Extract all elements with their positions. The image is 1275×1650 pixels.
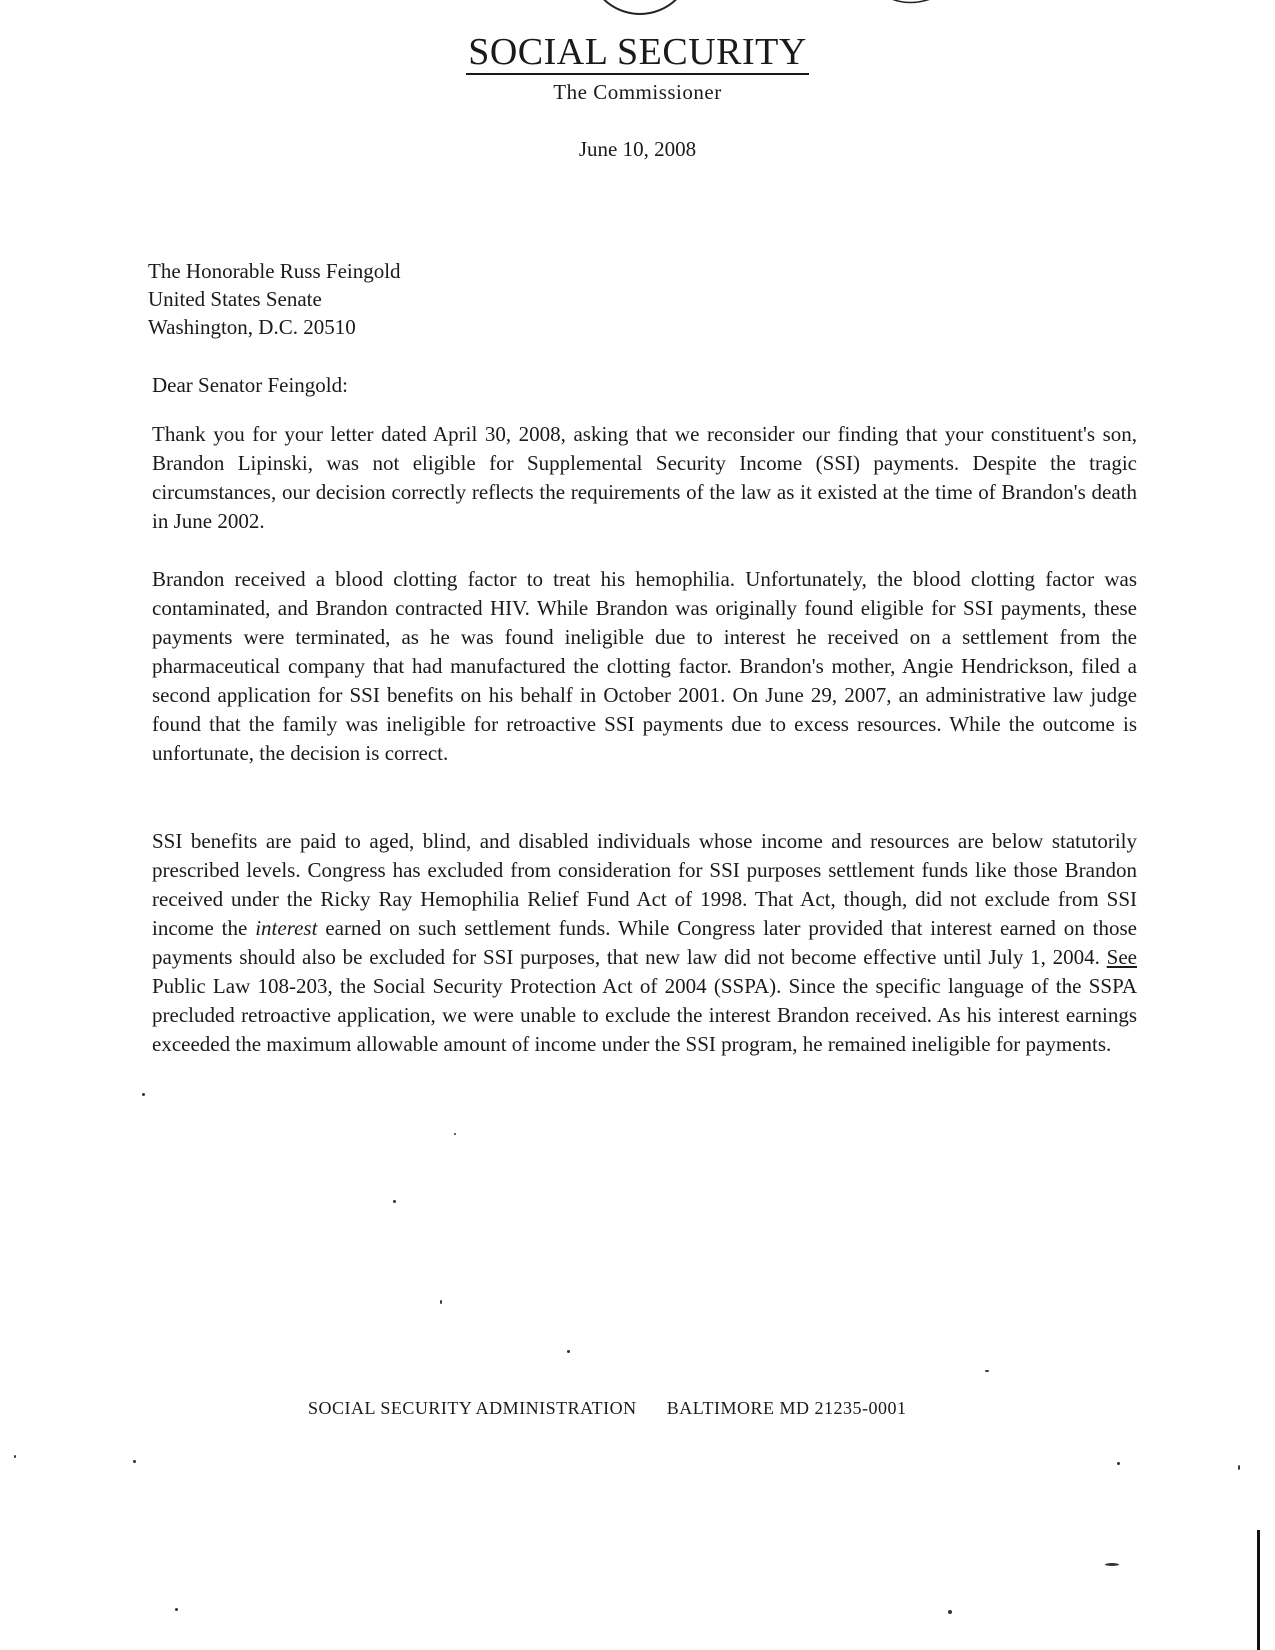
agency-seal-icon [580,0,700,32]
emphasis-interest: interest [255,916,318,940]
recipient-name: The Honorable Russ Feingold [148,259,401,283]
salutation: Dear Senator Feingold: [152,373,348,397]
body-paragraph-2: Brandon received a blood clotting factor to treat his hemophilia. Unfortunately, the blood clotting factor was contaminated, and Brandon contracted HIV. While Brandon was originally found eligible for SSI payments, these payments were terminated, as he was found ineligible due to interest he received on a settlement from the pharmaceutical company that had manufactured the clotting factor. Brandon's mother, Angie Hendrickson, filed a second application for SSI benefits on his behalf in October 2001. On June 29, 2007, an administrative law judge found that the family was ineligible for retroactive SSI payments due to excess resources. While the outcome is unfortunate, the decision is correct. [152,567,1137,765]
letter-date: June 10, 2008 [578,137,697,161]
scan-speck [393,1200,396,1203]
see-citation: See [1106,945,1137,969]
footer-location: BALTIMORE MD 21235-0001 [666,1398,907,1418]
scan-speck [1117,1462,1120,1465]
recipient-city: Washington, D.C. 20510 [148,315,356,339]
letter-footer [308,1398,907,1419]
scan-speck [1238,1465,1240,1470]
body-paragraph-1: Thank you for your letter dated April 30, 2008, asking that we reconsider our finding that your constituent's son, Brandon Lipinski, was not eligible for Supplemental Security Income (SSI) payments. Despite the tragic circumstances, our decision correctly reflects the requirements of the law as it existed at the time of Brandon's death in June 2002. [152,422,1137,533]
office-subtitle: The Commissioner [553,80,722,104]
scan-speck [175,1608,178,1611]
scan-speck [1105,1563,1119,1566]
agency-title: SOCIAL SECURITY [468,31,807,73]
scan-speck [133,1460,136,1463]
body-paragraph-3: SSI benefits are paid to aged, blind, and disabled individuals whose income and resources are below statutorily prescribed levels. Congress has excluded from consideration for SSI purposes settlement funds like those Brandon received under the Ricky Ray Hemophilia Relief Fund Act of 1998. That Act, though, did not exclude from SSI income the interest earned on such settlement funds. While Congress later provided that interest earned on those payments should also be excluded for SSI purposes, that new law did not become effective until July 1, 2004. See Public Law 108-203, the Social Security Protection Act of 2004 (SSPA). Since the specific language of the SSPA precluded retroactive application, we were unable to exclude the interest Brandon received. As his interest earnings exceeded the maximum allowable amount of income under the SSI program, he remained ineligible for payments. [152,829,1137,1056]
scan-speck [14,1455,16,1458]
scan-speck [454,1133,456,1135]
scan-speck [567,1350,570,1353]
scan-edge-line [1257,1530,1260,1650]
scan-speck [142,1093,145,1096]
recipient-organization: United States Senate [148,287,322,311]
scan-speck [985,1370,989,1372]
recipient-address [148,257,401,341]
scan-speck [948,1610,952,1614]
footer-agency: SOCIAL SECURITY ADMINISTRATION [308,1398,637,1418]
handwritten-mark-icon [880,0,950,10]
scan-speck [440,1300,442,1304]
